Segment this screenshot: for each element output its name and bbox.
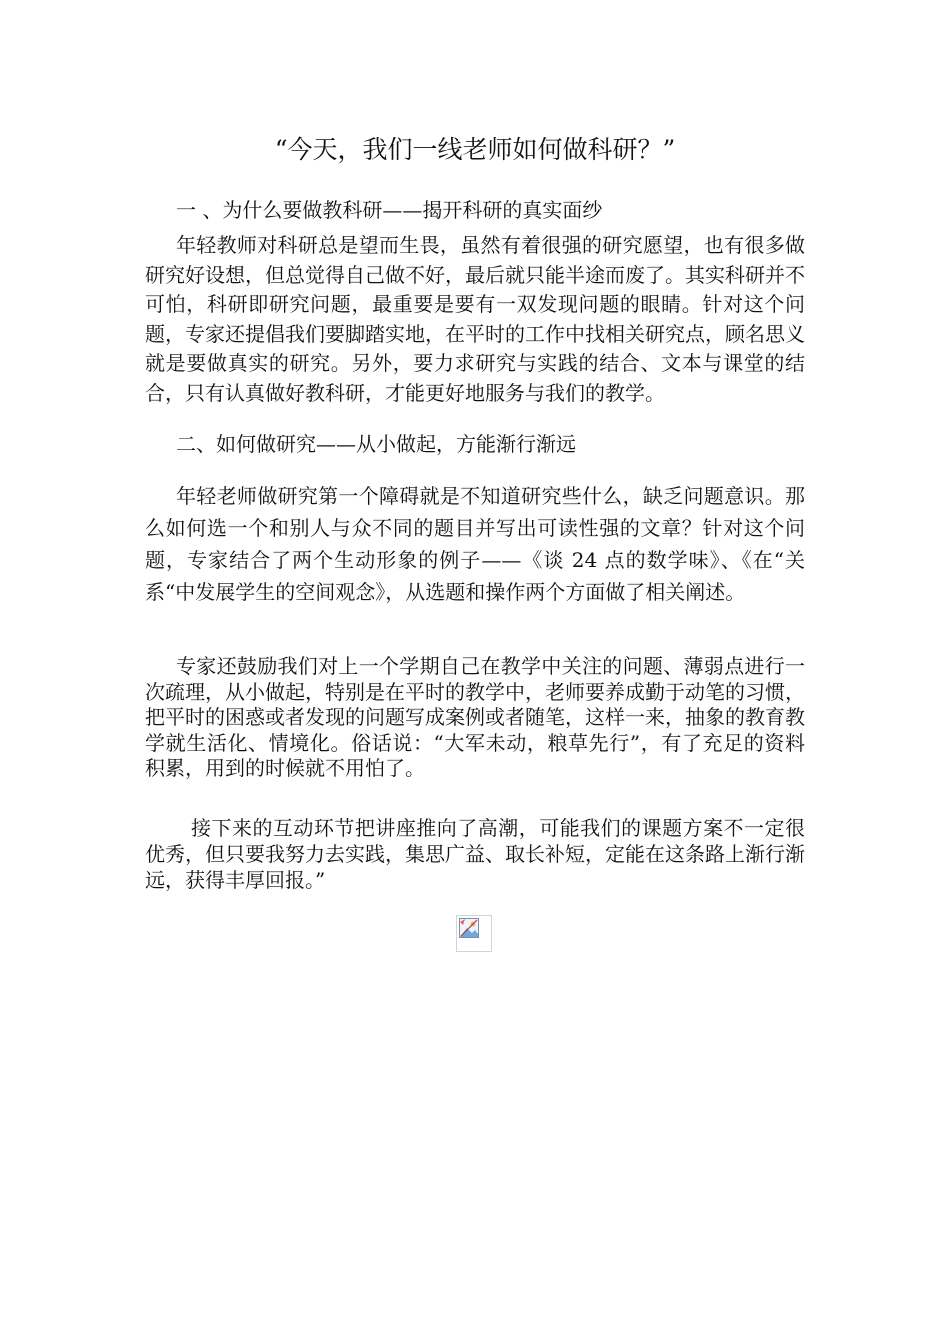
paragraph-interaction: 接下来的互动环节把讲座推向了高潮，可能我们的课题方案不一定很优秀，但只要我努力去实践，集思广益、取长补短，定能在这条路上渐行渐远，获得丰厚回报。” <box>145 816 805 892</box>
document-title: “今天，我们一线老师如何做科研？” <box>274 135 676 164</box>
section-heading-how-research: 二、如何做研究——从小做起，方能渐行渐远 <box>176 432 576 456</box>
broken-image-icon <box>456 915 492 952</box>
paragraph-why-research: 年轻教师对科研总是望而生畏，虽然有着很强的研究愿望，也有很多做研究好设想，但总觉得自己做不好，最后就只能半途而废了。其实科研并不可怕，科研即研究问题，最重要是要有一双发现问题的眼睛。针对这个问题，专家还提倡我们要脚踏实地，在平时的工作中找相关研究点，顾名思义就是要做真实的研究。另外，要力求研究与实践的结合、文本与课堂的结合，只有认真做好教科研，才能更好地服务与我们的教学。 <box>145 233 805 405</box>
section-heading-why-research: 一 、为什么要做教科研——揭开科研的真实面纱 <box>176 198 603 222</box>
paragraph-expert-advice: 专家还鼓励我们对上一个学期自己在教学中关注的问题、薄弱点进行一次疏理，从小做起，特别是在平时的教学中，老师要养成勤于动笔的习惯，把平时的困惑或者发现的问题写成案例或者随笔，这样一来，抽象的教育教学就生活化、情境化。俗话说：“大军未动，粮草先行”，有了充足的资料积累，用到的时候就不用怕了。 <box>145 654 805 780</box>
broken-image-glyph <box>459 918 479 938</box>
paragraph-research-obstacle: 年轻老师做研究第一个障碍就是不知道研究些什么，缺乏问题意识。那么如何选一个和别人与众不同的题目并写出可读性强的文章？针对这个问题，专家结合了两个生动形象的例子——《谈 24 点的数学味》、《在“关系“中发展学生的空间观念》，从选题和操作两个方面做了相关阐述。 <box>145 484 805 604</box>
